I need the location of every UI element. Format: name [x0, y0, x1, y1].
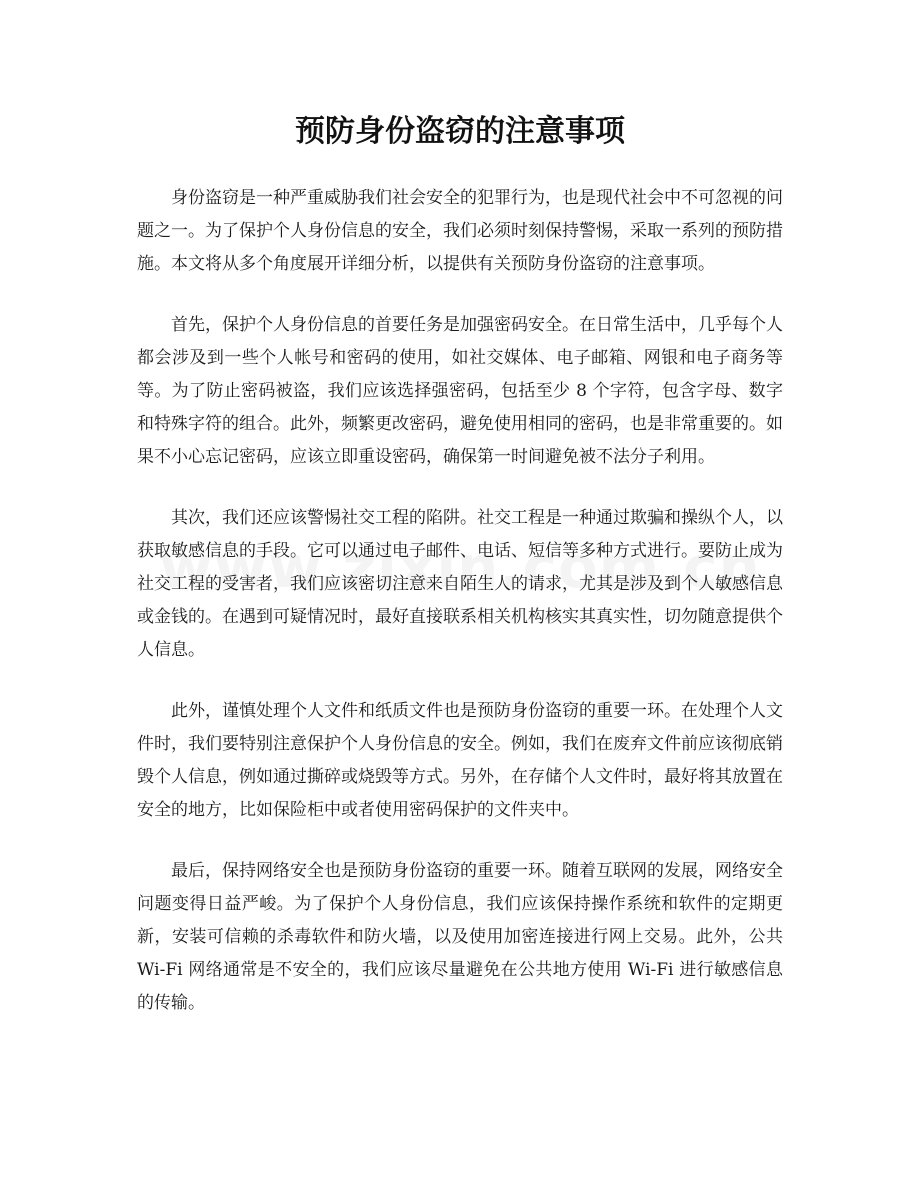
- paragraph-password-security: 首先，保护个人身份信息的首要任务是加强密码安全。在日常生活中，几乎每个人都会涉及到一些个人帐号和密码的使用，如社交媒体、电子邮箱、网银和电子商务等等。为了防止密码被盗，我们应该选择强密码，包括至少 8 个字符，包含字母、数字和特殊字符的组合。此外，频繁更改密码，避免使用相同的密码，也是非常重要的。如果不小心忘记密码，应该立即重设密码，确保第一时间避免被不法分子利用。: [137, 315, 783, 467]
- paragraph-intro: 身份盗窃是一种严重威胁我们社会安全的犯罪行为，也是现代社会中不可忽视的问题之一。为了保护个人身份信息的安全，我们必须时刻保持警惕，采取一系列的预防措施。本文将从多个角度展开详细分析，以提供有关预防身份盗窃的注意事项。: [137, 188, 783, 274]
- paragraph-network-security: 最后，保持网络安全也是预防身份盗窃的重要一环。随着互联网的发展，网络安全问题变得日益严峻。为了保护个人身份信息，我们应该保持操作系统和软件的定期更新，安装可信赖的杀毒软件和防火墙，以及使用加密连接进行网上交易。此外，公共 Wi-Fi 网络通常是不安全的，我们应该尽量避免在公共地方使用 Wi-Fi 进行敏感信息的传输。: [137, 861, 783, 1013]
- paragraph-social-engineering: 其次，我们还应该警惕社交工程的陷阱。社交工程是一种通过欺骗和操纵个人，以获取敏感信息的手段。它可以通过电子邮件、电话、短信等多种方式进行。要防止成为社交工程的受害者，我们应该密切注意来自陌生人的请求，尤其是涉及到个人敏感信息或金钱的。在遇到可疑情况时，最好直接联系相关机构核实其真实性，切勿随意提供个人信息。: [137, 508, 783, 660]
- paragraph-document-handling: 此外，谨慎处理个人文件和纸质文件也是预防身份盗窃的重要一环。在处理个人文件时，我们要特别注意保护个人身份信息的安全。例如，我们在废弃文件前应该彻底销毁个人信息，例如通过撕碎或烧毁等方式。另外，在存储个人文件时，最好将其放置在安全的地方，比如保险柜中或者使用密码保护的文件夹中。: [137, 701, 783, 820]
- document-body: [137, 182, 783, 1048]
- document-title: 预防身份盗窃的注意事项: [295, 114, 625, 149]
